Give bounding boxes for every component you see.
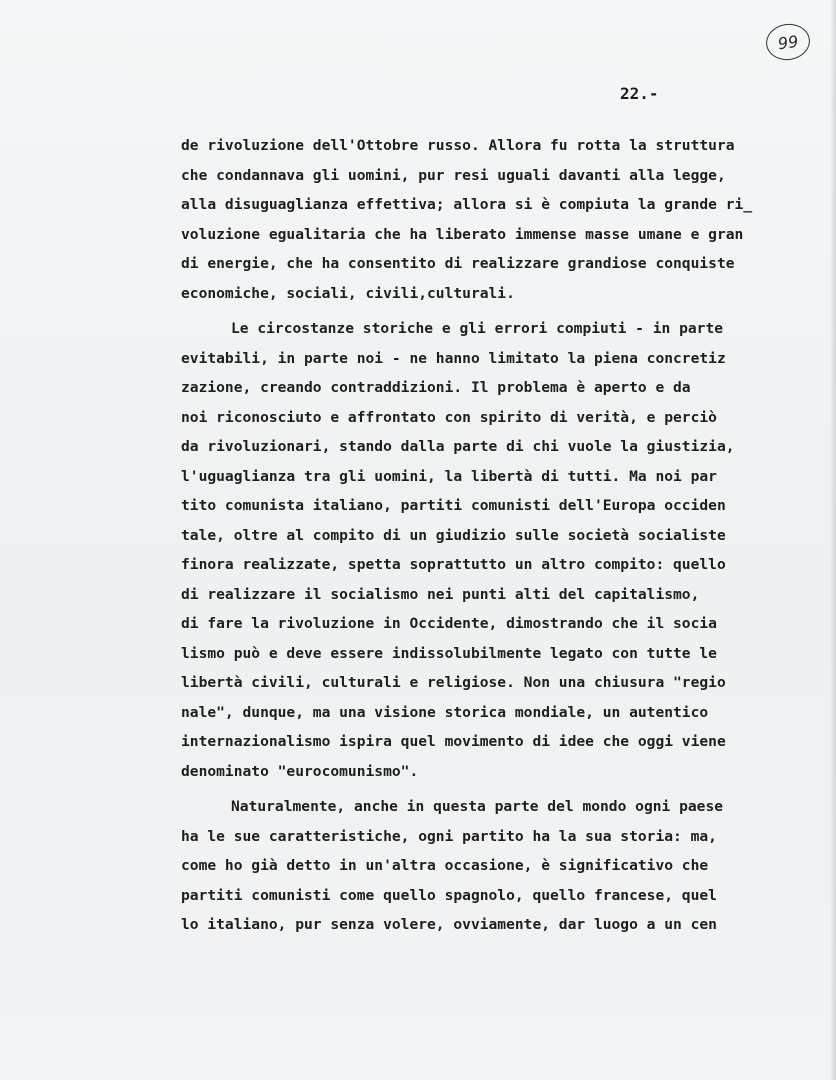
archive-stamp bbox=[764, 21, 813, 63]
text-line: de rivoluzione dell'Ottobre russo. Allora fu rotta la struttura bbox=[181, 137, 735, 154]
text-line: evitabili, in parte noi - ne hanno limitato la piena concretiz bbox=[181, 349, 726, 367]
text-line: tito comunista italiano, partiti comunisti dell'Europa occiden bbox=[181, 497, 726, 514]
text-line: libertà civili, culturali e religiose. Non una chiusura "regio bbox=[181, 674, 726, 691]
text-line: noi riconosciuto e affrontato con spirito di verità, e perciò bbox=[181, 408, 717, 426]
paragraph-2 bbox=[181, 314, 821, 786]
paragraph-3 bbox=[181, 792, 821, 940]
text-line: alla disuguaglianza effettiva; allora si è compiuta la grande ri_ bbox=[181, 196, 753, 213]
text-line: nale", dunque, ma una visione storica mondiale, un autentico bbox=[181, 703, 709, 721]
text-line: denominato "eurocomunismo". bbox=[181, 762, 419, 780]
text-line: di realizzare il socialismo nei punti alti del capitalismo, bbox=[181, 585, 700, 603]
text-line: come ho già detto in un'altra occasione, è significativo che bbox=[181, 857, 709, 874]
archive-stamp-number: 99 bbox=[776, 31, 800, 53]
text-line: finora realizzate, spetta soprattutto un altro compito: quello bbox=[181, 556, 726, 573]
text-line: ha le sue caratteristiche, ogni partito ha la sua storia: ma, bbox=[181, 827, 717, 845]
text-line: partiti comunisti come quello spagnolo, quello francese, quel bbox=[181, 886, 717, 904]
text-line: Le circostanze storiche e gli errori compiuti - in parte bbox=[231, 320, 724, 337]
text-line: lo italiano, pur senza volere, ovviamente, dar luogo a un cen bbox=[181, 916, 717, 933]
document-body bbox=[181, 131, 821, 940]
text-line: di energie, che ha consentito di realizzare grandiose conquiste bbox=[181, 255, 735, 272]
page-number: 22.- bbox=[620, 84, 659, 103]
text-line: zazione, creando contraddizioni. Il problema è aperto e da bbox=[181, 379, 691, 396]
text-line: da rivoluzionari, stando dalla parte di chi vuole la giustizia, bbox=[181, 438, 735, 455]
page-edge-shadow bbox=[830, 0, 836, 1080]
text-line: voluzione egualitaria che ha liberato immense masse umane e gran bbox=[181, 225, 744, 243]
text-line: che condannava gli uomini, pur resi uguali davanti alla legge, bbox=[181, 166, 726, 184]
text-line: lismo può e deve essere indissolubilmente legato con tutte le bbox=[181, 644, 717, 662]
text-line: internazionalismo ispira quel movimento di idee che oggi viene bbox=[181, 733, 726, 750]
text-line: Naturalmente, anche in questa parte del mondo ogni paese bbox=[231, 798, 724, 815]
text-line: tale, oltre al compito di un giudizio sulle società socialiste bbox=[181, 526, 726, 544]
text-line: economiche, sociali, civili,culturali. bbox=[181, 284, 515, 302]
text-line: l'uguaglianza tra gli uomini, la libertà di tutti. Ma noi par bbox=[181, 467, 717, 485]
paragraph-1 bbox=[181, 131, 821, 308]
text-line: di fare la rivoluzione in Occidente, dimostrando che il socia bbox=[181, 615, 717, 632]
